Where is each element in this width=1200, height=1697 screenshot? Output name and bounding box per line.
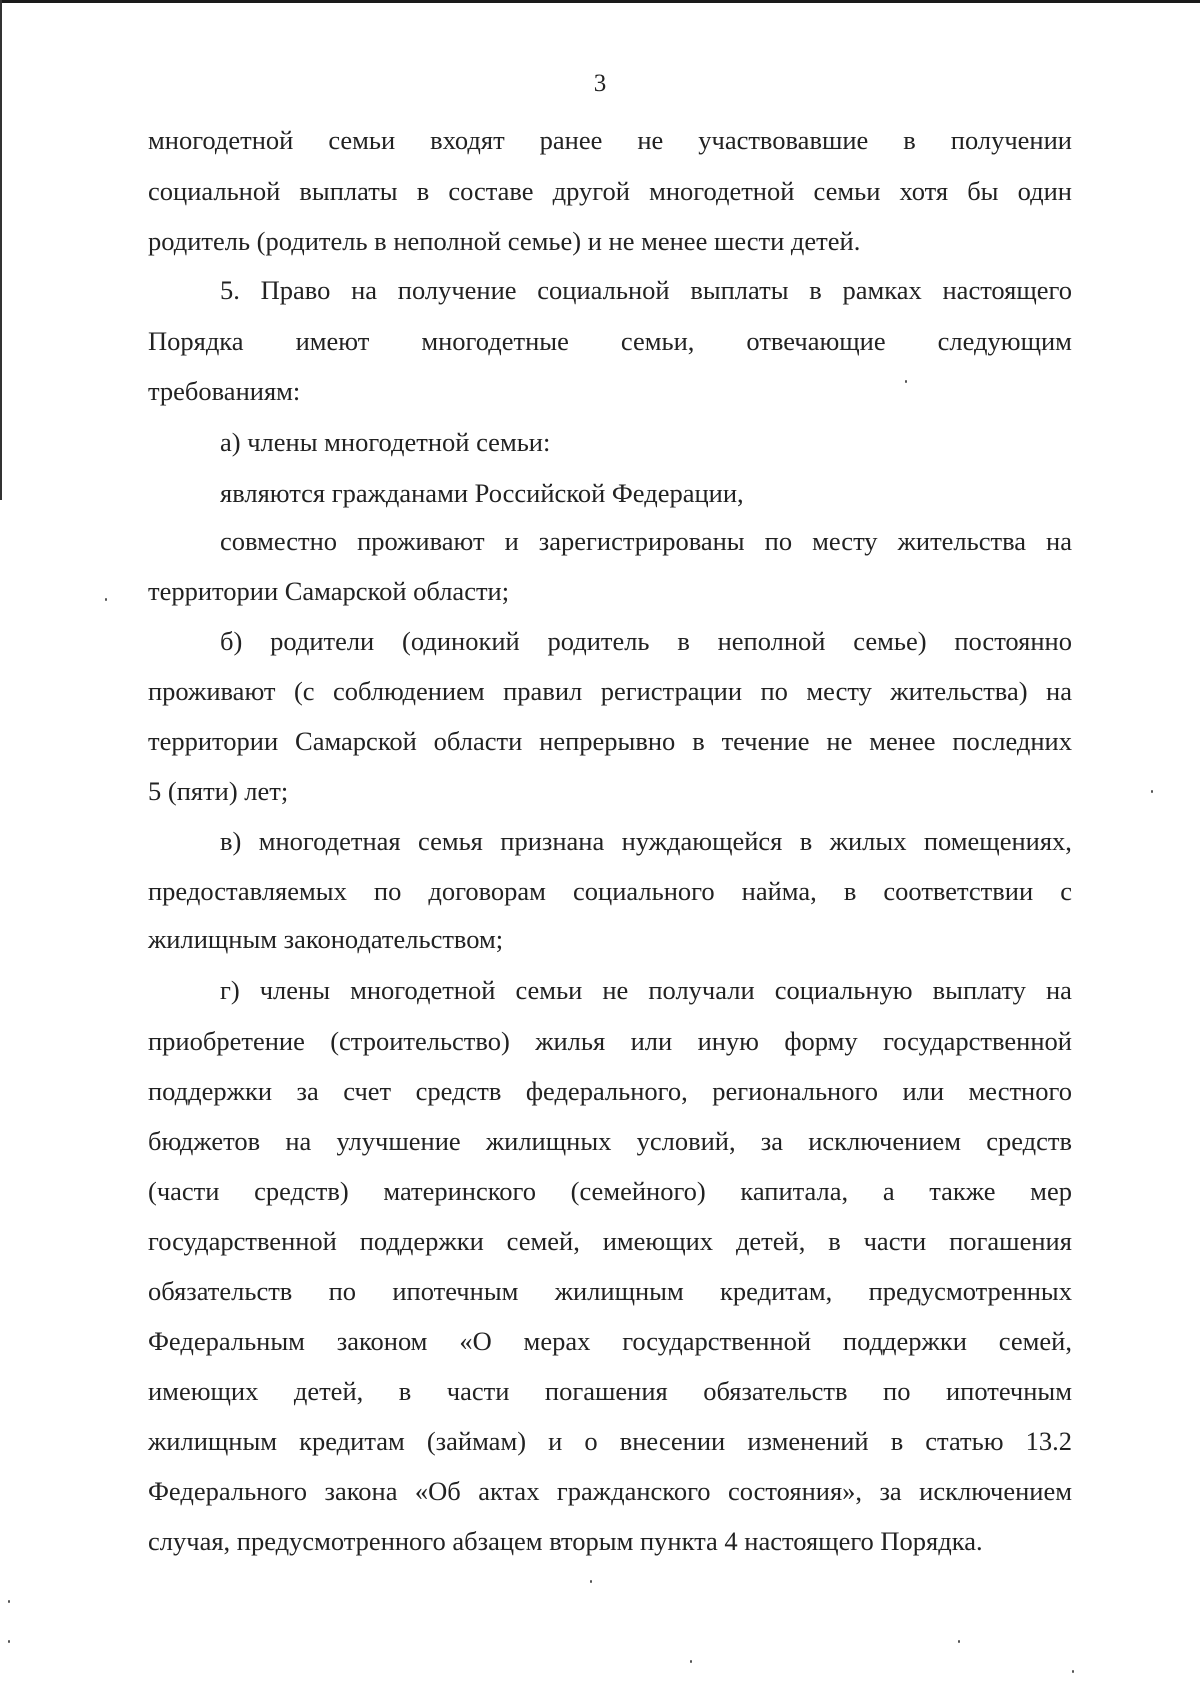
word: многодетная	[258, 826, 401, 856]
word: социальной	[537, 275, 670, 305]
text-line	[148, 127, 1072, 154]
word: ипотечным	[392, 1276, 519, 1306]
word: обязательств	[703, 1376, 848, 1406]
word: счет	[343, 1076, 392, 1106]
word: поддержки	[842, 1326, 967, 1356]
word: составе	[448, 176, 534, 206]
word: средств)	[254, 1176, 349, 1206]
word: 5.	[220, 275, 240, 305]
word: (одинокий	[402, 626, 520, 656]
word: и	[504, 526, 519, 556]
word: иную	[697, 1026, 759, 1056]
page-number: 3	[593, 70, 607, 97]
word: о	[584, 1426, 598, 1456]
word: неполной	[717, 626, 826, 656]
word: внесении	[619, 1426, 726, 1456]
word: детей,	[735, 1226, 806, 1256]
word: (строительство)	[330, 1026, 510, 1056]
word: в	[692, 726, 705, 756]
word: исключением	[808, 1126, 962, 1156]
word: участвовавшие	[698, 125, 869, 155]
word: по	[760, 676, 788, 706]
word: в	[398, 1376, 412, 1406]
text-line	[220, 277, 1072, 304]
word: многодетной	[649, 176, 795, 206]
word: хотя	[899, 176, 949, 206]
word: постоянно	[954, 626, 1072, 656]
text-line	[148, 1428, 1072, 1455]
scan-speck	[1151, 790, 1153, 793]
word: имеют	[295, 326, 370, 356]
word: соответствии	[883, 876, 1034, 906]
word: статью	[925, 1426, 1004, 1456]
word: на	[1046, 526, 1072, 556]
word: найма,	[741, 876, 817, 906]
word: детей,	[293, 1376, 364, 1406]
word: законом	[336, 1326, 428, 1356]
scan-speck	[905, 380, 907, 383]
word: правил	[503, 676, 583, 706]
word: жилых	[829, 826, 907, 856]
word: мер	[1030, 1176, 1072, 1206]
word: улучшение	[336, 1126, 461, 1156]
scan-speck	[105, 598, 107, 601]
text-line	[148, 728, 1072, 755]
text-line: родитель (родитель в неполной семье) и не менее шести детей.	[148, 226, 861, 256]
word: состояния»,	[727, 1476, 863, 1506]
word: бы	[967, 176, 999, 206]
word: (части	[148, 1176, 220, 1206]
text-line	[148, 1478, 1072, 1505]
word: форму	[784, 1026, 858, 1056]
word: части	[863, 1226, 927, 1256]
word: местного	[968, 1076, 1072, 1106]
word: выплаты	[299, 176, 398, 206]
text-line: 5 (пяти) лет;	[148, 776, 289, 806]
text-line: случая, предусмотренного абзацем вторым пункта 4 настоящего Порядка.	[148, 1526, 983, 1556]
word: поддержки	[148, 1076, 273, 1106]
text-line	[148, 1278, 1072, 1305]
word: в	[828, 1226, 841, 1256]
word: семей,	[506, 1226, 580, 1256]
word: в	[416, 176, 430, 206]
word: получали	[648, 975, 755, 1005]
text-line	[148, 1228, 1072, 1255]
word: на	[351, 275, 378, 305]
word: г)	[220, 975, 240, 1005]
word: члены	[259, 975, 331, 1005]
text-line	[220, 628, 1072, 655]
text-line	[220, 977, 1072, 1004]
word: в	[890, 1426, 904, 1456]
word: области	[433, 726, 523, 756]
word: многодетные	[421, 326, 569, 356]
word: семей,	[998, 1326, 1072, 1356]
text-line: жилищным законодательством;	[148, 924, 504, 954]
word: Федеральным	[148, 1326, 305, 1356]
word: получение	[397, 275, 517, 305]
word: нуждающейся	[621, 826, 783, 856]
scan-speck	[690, 1660, 692, 1663]
word: семьи	[813, 176, 881, 206]
word: не	[826, 726, 853, 756]
word: кредитам	[299, 1426, 405, 1456]
text-line: а) члены многодетной семьи:	[220, 427, 551, 457]
word: проживают	[148, 676, 276, 706]
word: не	[602, 975, 629, 1005]
word: семьи,	[620, 326, 695, 356]
word: на	[1046, 676, 1072, 706]
word: жилищных	[485, 1126, 612, 1156]
word: средств	[415, 1076, 502, 1106]
word: родитель	[547, 626, 650, 656]
word: или	[630, 1026, 673, 1056]
word: на	[1045, 975, 1072, 1005]
word: на	[285, 1126, 312, 1156]
word: социального	[573, 876, 715, 906]
word: материнского	[383, 1176, 536, 1206]
word: условий,	[636, 1126, 736, 1156]
word: течение	[721, 726, 810, 756]
text-line: территории Самарской области;	[148, 576, 510, 606]
word: в)	[220, 826, 242, 856]
word: социальную	[774, 975, 913, 1005]
word: территории	[148, 726, 279, 756]
word: многодетной	[148, 125, 294, 155]
word: рамках	[842, 275, 922, 305]
word: Право	[260, 275, 331, 305]
word: проживают	[357, 526, 485, 556]
word: в	[843, 876, 857, 906]
word: в	[809, 275, 822, 305]
word: и	[548, 1426, 563, 1456]
text-line	[148, 878, 1072, 905]
word: средств	[986, 1126, 1072, 1156]
word: следующим	[937, 326, 1072, 356]
text-line	[148, 678, 1072, 705]
word: Порядка	[148, 326, 244, 356]
word: менее	[869, 726, 936, 756]
word: жилья	[535, 1026, 606, 1056]
word: входят	[430, 125, 505, 155]
text-line	[148, 1078, 1072, 1105]
word: а	[882, 1176, 895, 1206]
word: капитала,	[740, 1176, 849, 1206]
word: многодетной	[350, 975, 496, 1005]
word: в	[799, 826, 813, 856]
text-line: требованиям:	[148, 376, 301, 406]
word: по	[328, 1276, 357, 1306]
word: «Об	[414, 1476, 461, 1506]
word: договорам	[428, 876, 546, 906]
word: обязательств	[148, 1276, 293, 1306]
scan-speck	[958, 1640, 960, 1643]
text-line	[148, 1028, 1072, 1055]
word: отвечающие	[746, 326, 886, 356]
word: погашения	[544, 1376, 668, 1406]
word: государственной	[622, 1326, 812, 1356]
word: изменений	[747, 1426, 869, 1456]
text-line	[220, 528, 1072, 555]
word: родители	[270, 626, 375, 656]
word: Федерального	[148, 1476, 308, 1506]
word: помещениях,	[923, 826, 1072, 856]
word: за	[296, 1076, 319, 1106]
text-line	[148, 1328, 1072, 1355]
text-line	[148, 1378, 1072, 1405]
word: семья	[417, 826, 483, 856]
word: приобретение	[148, 1026, 305, 1056]
word: исключением	[919, 1476, 1072, 1506]
word: семьи	[515, 975, 583, 1005]
word: имеющих	[148, 1376, 259, 1406]
word: получении	[950, 125, 1072, 155]
text-line	[220, 828, 1072, 855]
word: «О	[459, 1326, 492, 1356]
word: жилищным	[554, 1276, 684, 1306]
word: гражданского	[556, 1476, 711, 1506]
word: один	[1017, 176, 1072, 206]
word: (семейного)	[570, 1176, 706, 1206]
word: Самарской	[295, 726, 417, 756]
word: зарегистрированы	[538, 526, 745, 556]
word: последних	[952, 726, 1072, 756]
word: жительства)	[890, 676, 1028, 706]
word: с	[1060, 876, 1072, 906]
word: семьи	[328, 125, 396, 155]
word: месту	[806, 676, 872, 706]
scan-speck	[590, 1580, 592, 1583]
word: выплату	[932, 975, 1026, 1005]
word: (с	[293, 676, 315, 706]
word: в	[903, 125, 916, 155]
word: части	[446, 1376, 510, 1406]
word: (займам)	[426, 1426, 527, 1456]
word: кредитам,	[720, 1276, 833, 1306]
word: жилищным	[148, 1426, 278, 1456]
word: погашения	[949, 1226, 1072, 1256]
word: также	[929, 1176, 996, 1206]
word: ипотечным	[945, 1376, 1072, 1406]
word: государственной	[883, 1026, 1072, 1056]
word: предоставляемых	[148, 876, 347, 906]
word: не	[637, 125, 664, 155]
word: ранее	[539, 125, 603, 155]
scan-speck	[8, 1640, 10, 1643]
word: месту	[812, 526, 878, 556]
word: по	[764, 526, 793, 556]
text-line	[148, 178, 1072, 205]
word: федерального,	[525, 1076, 688, 1106]
word: по	[373, 876, 402, 906]
word: актах	[478, 1476, 540, 1506]
text-line: являются гражданами Российской Федерации,	[220, 478, 744, 508]
word: по	[883, 1376, 911, 1406]
word: предусмотренных	[868, 1276, 1072, 1306]
word: за	[879, 1476, 902, 1506]
text-line	[148, 1128, 1072, 1155]
word: регионального	[712, 1076, 878, 1106]
scan-speck	[8, 1600, 10, 1603]
word: б)	[220, 626, 243, 656]
word: имеющих	[602, 1226, 714, 1256]
word: 13.2	[1025, 1426, 1072, 1456]
word: выплаты	[690, 275, 789, 305]
word: поддержки	[359, 1226, 484, 1256]
word: закона	[324, 1476, 398, 1506]
word: государственной	[148, 1226, 337, 1256]
scan-top-border	[0, 0, 1200, 3]
word: жительства	[897, 526, 1026, 556]
word: настоящего	[942, 275, 1072, 305]
word: семье)	[853, 626, 927, 656]
word: в	[677, 626, 690, 656]
word: или	[902, 1076, 945, 1106]
text-line	[148, 328, 1072, 355]
word: бюджетов	[148, 1126, 261, 1156]
scan-speck	[1072, 1670, 1074, 1673]
text-line	[148, 1178, 1072, 1205]
word: непрерывно	[539, 726, 676, 756]
word: мерах	[523, 1326, 591, 1356]
word: социальной	[148, 176, 281, 206]
word: регистрации	[600, 676, 743, 706]
word: соблюдением	[333, 676, 485, 706]
word: совместно	[220, 526, 338, 556]
word: другой	[552, 176, 630, 206]
word: за	[760, 1126, 783, 1156]
word: признана	[500, 826, 605, 856]
